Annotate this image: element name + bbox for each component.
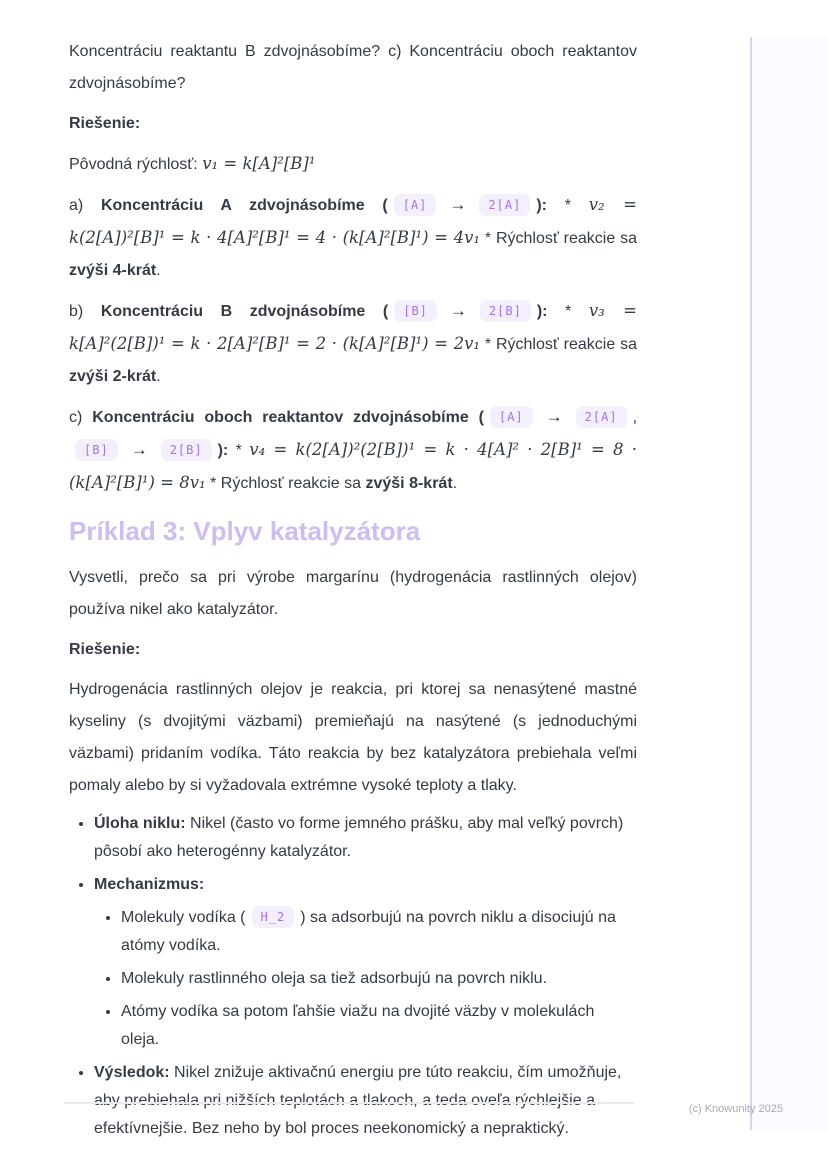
arrow-icon: → <box>545 407 563 426</box>
text-run: * <box>228 442 250 459</box>
paragraph <box>69 148 637 181</box>
math-expression: v₂ = k(2[A])²[B]¹ = k · 4[A]²[B]¹ = 4 · (k[A]²[B]¹) = 4v₁ <box>69 195 637 247</box>
document-content <box>69 36 637 1151</box>
code-badge: 2[A] <box>479 194 530 216</box>
bullet-list <box>94 904 637 1054</box>
text-run: a) <box>69 197 101 214</box>
text-run: Koncentráciu reaktantu B zdvojnásobíme? c) Koncentráciu oboch reaktantov zdvojnásobíme? <box>69 43 637 92</box>
bold-text-run: Riešenie: <box>69 641 141 658</box>
paragraph <box>69 36 637 100</box>
list-item <box>121 965 637 993</box>
bold-text-run: Mechanizmus: <box>94 876 205 893</box>
bold-text-run: Koncentráciu oboch reaktantov zdvojnásobíme ( <box>92 409 484 426</box>
text-run: c) <box>69 409 93 426</box>
code-badge: 2[A] <box>576 406 627 428</box>
bold-text-run: Výsledok: <box>94 1064 170 1081</box>
text-run: * Rýchlosť reakcie sa <box>480 230 637 247</box>
text-run: * <box>547 303 589 320</box>
text-run: b) <box>69 303 101 320</box>
paragraph <box>69 108 637 140</box>
text-run: . <box>452 475 458 492</box>
text-run: Hydrogenácia rastlinných olejov je reakcia, pri ktorej sa nenasýtené mastné kyseliny (s dvojitými väzbami) premieňajú na nasýtené (s jednoduchými väzbami) pridaním vodíka. Táto reakcia by bez katalyzátora prebiehala veľmi pomaly alebo by si vyžadovala extrémne vysoké teploty a tlaky. <box>69 681 637 794</box>
page-edge-background <box>750 37 828 1130</box>
paragraph <box>69 674 637 802</box>
bold-text-run: Koncentráciu A zdvojnásobíme ( <box>100 197 388 214</box>
text-run: Molekuly rastlinného oleja sa tiež adsorbujú na povrch niklu. <box>121 970 548 987</box>
text-run: . <box>156 262 161 279</box>
section-heading: Príklad 3: Vplyv katalyzátora <box>69 516 421 546</box>
list-item <box>121 904 637 960</box>
bold-text-run: Koncentráciu B zdvojnásobíme ( <box>100 303 389 320</box>
bold-text-run: ): <box>536 197 547 214</box>
text-run: Pôvodná rýchlosť: <box>69 156 203 173</box>
text-run: Nikel znižuje aktivačnú energiu pre túto reakciu, čím umožňuje, aby prebiehala pri nižších teplotách a tlakoch, a teda oveľa rýchlejšie a efektívnejšie. Bez neho by bol proces neekonomický a nepraktický. <box>94 1064 622 1137</box>
paragraph <box>69 634 637 666</box>
list-item <box>121 998 637 1054</box>
bold-text-run: Úloha niklu: <box>94 815 186 832</box>
code-badge: [A] <box>490 406 533 428</box>
bullet-list <box>69 810 637 1143</box>
code-badge: [B] <box>394 300 437 322</box>
code-badge: 2[B] <box>161 439 212 461</box>
code-badge: [A] <box>394 194 437 216</box>
arrow-icon: → <box>130 440 148 459</box>
paragraph <box>69 401 637 500</box>
list-item <box>94 1059 637 1143</box>
paragraph <box>69 189 637 287</box>
paragraph <box>69 562 637 626</box>
math-expression: v₃ = k[A]²(2[B])¹ = k · 2[A]²[B]¹ = 2 · (k[A]²[B]¹) = 2v₁ <box>69 301 637 353</box>
text-run: * Rýchlosť reakcie sa <box>205 475 366 492</box>
bold-text-run: zvýši 8-krát <box>365 475 453 492</box>
code-badge: [B] <box>75 439 118 461</box>
math-expression: v₁ = k[A]²[B]¹ <box>202 154 316 173</box>
list-item <box>94 810 637 866</box>
list-item <box>94 871 637 1054</box>
bold-text-run: ): <box>536 303 548 320</box>
bold-text-run: zvýši 2-krát <box>69 368 157 385</box>
bold-text-run: zvýši 4-krát <box>69 262 157 279</box>
text-run: , <box>632 409 638 426</box>
arrow-icon: → <box>449 301 467 320</box>
copyright-footer: (c) Knowunity 2025 <box>688 1103 783 1115</box>
math-expression: v₄ = k(2[A])²(2[B])¹ = k · 4[A]² · 2[B]¹ = 8 · (k[A]²[B]¹) = 8v₁ <box>69 440 637 492</box>
code-badge: 2[B] <box>480 300 531 322</box>
text-run: Vysvetli, prečo sa pri výrobe margarínu (hydrogenácia rastlinných olejov) používa nikel ako katalyzátor. <box>69 569 637 618</box>
text-run: * Rýchlosť reakcie sa <box>480 336 637 353</box>
paragraph <box>69 295 637 393</box>
text-run: Nikel (často vo forme jemného prášku, aby mal veľký povrch) pôsobí ako heterogénny katalyzátor. <box>94 815 624 860</box>
text-run: ) sa adsorbujú na povrch niklu a disociujú na atómy vodíka. <box>121 909 616 954</box>
bold-text-run: Riešenie: <box>69 115 141 132</box>
bold-text-run: ): <box>217 442 229 459</box>
divider <box>64 1102 634 1104</box>
arrow-icon: → <box>449 195 467 214</box>
text-run: Atómy vodíka sa potom ľahšie viažu na dvojité väzby v molekulách oleja. <box>121 1003 595 1048</box>
text-run: . <box>156 368 161 385</box>
text-run: * <box>546 197 589 214</box>
code-badge: H_2 <box>252 906 295 928</box>
text-run: Molekuly vodíka ( <box>121 909 246 926</box>
